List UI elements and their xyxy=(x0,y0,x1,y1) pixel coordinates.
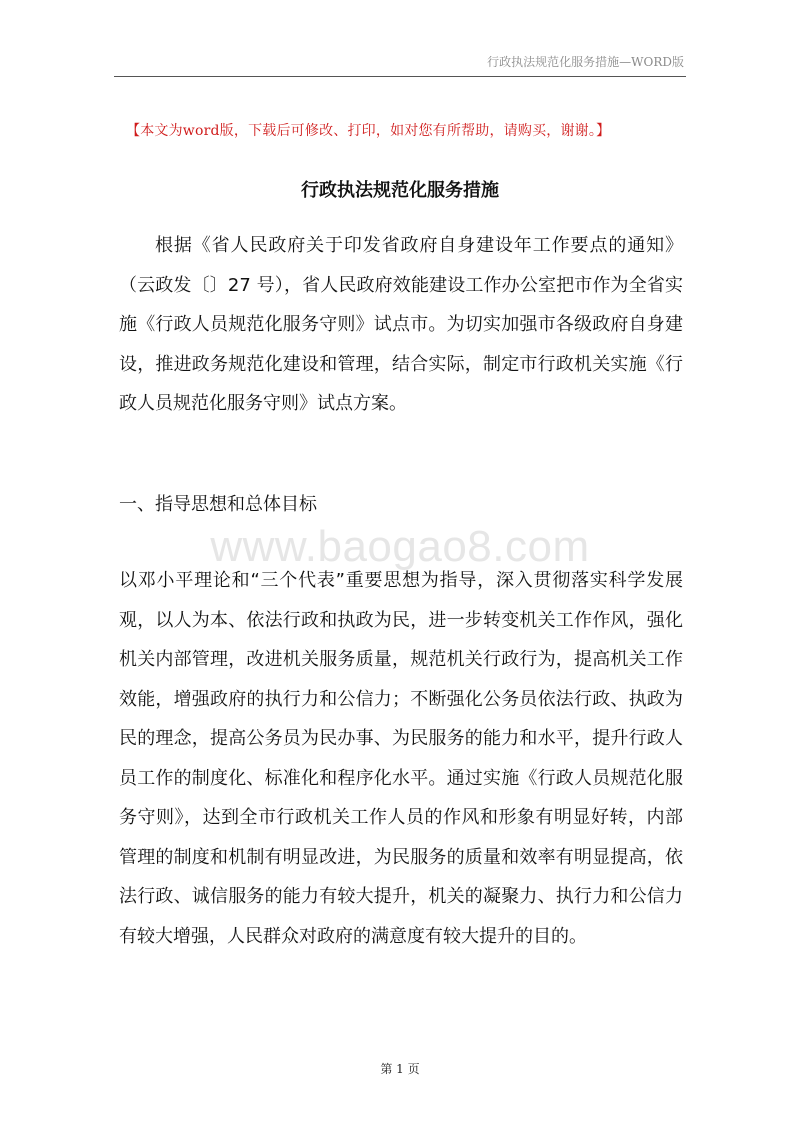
watermark: www.baogao8.com xyxy=(210,522,590,571)
section-heading: 一、指导思想和总体目标 xyxy=(119,494,317,515)
download-notice: 【本文为word版，下载后可修改、打印，如对您有所帮助，请购买，谢谢。】 xyxy=(126,123,611,139)
document-title: 行政执法规范化服务措施 xyxy=(301,180,499,201)
page-number: 第 1 页 xyxy=(380,1062,420,1076)
intro-paragraph: 根据《省人民政府关于印发省政府自身建设年工作要点的通知》（云政发〔〕27 号），省人民政府效能建设工作办公室把市作为全省实施《行政人员规范化服务守则》试点市。为切实加强市各级政府自身建设，推进政务规范化建设和管理，结合实际，制定市行政机关实施《行政人员规范化服务守则》试点方案。 xyxy=(119,235,683,414)
page-header xyxy=(114,44,686,77)
running-title: 行政执法规范化服务措施—WORD版 xyxy=(487,55,684,69)
section-paragraph: 以邓小平理论和“三个代表”重要思想为指导，深入贯彻落实科学发展观，以人为本、依法行政和执政为民，进一步转变机关工作作风，强化机关内部管理，改进机关服务质量，规范机关行政行为，提高机关工作效能，增强政府的执行力和公信力；不断强化公务员依法行政、执政为民的理念，提高公务员为民办事、为民服务的能力和水平，提升行政人员工作的制度化、标准化和程序化水平。通过实施《行政人员规范化服务守则》，达到全市行政机关工作人员的作风和形象有明显好转，内部管理的制度和机制有明显改进，为民服务的质量和效率有明显提高，依法行政、诚信服务的能力有较大提升，机关的凝聚力、执行力和公信力有较大增强，人民群众对政府的满意度有较大提升的目的。 xyxy=(119,570,683,947)
